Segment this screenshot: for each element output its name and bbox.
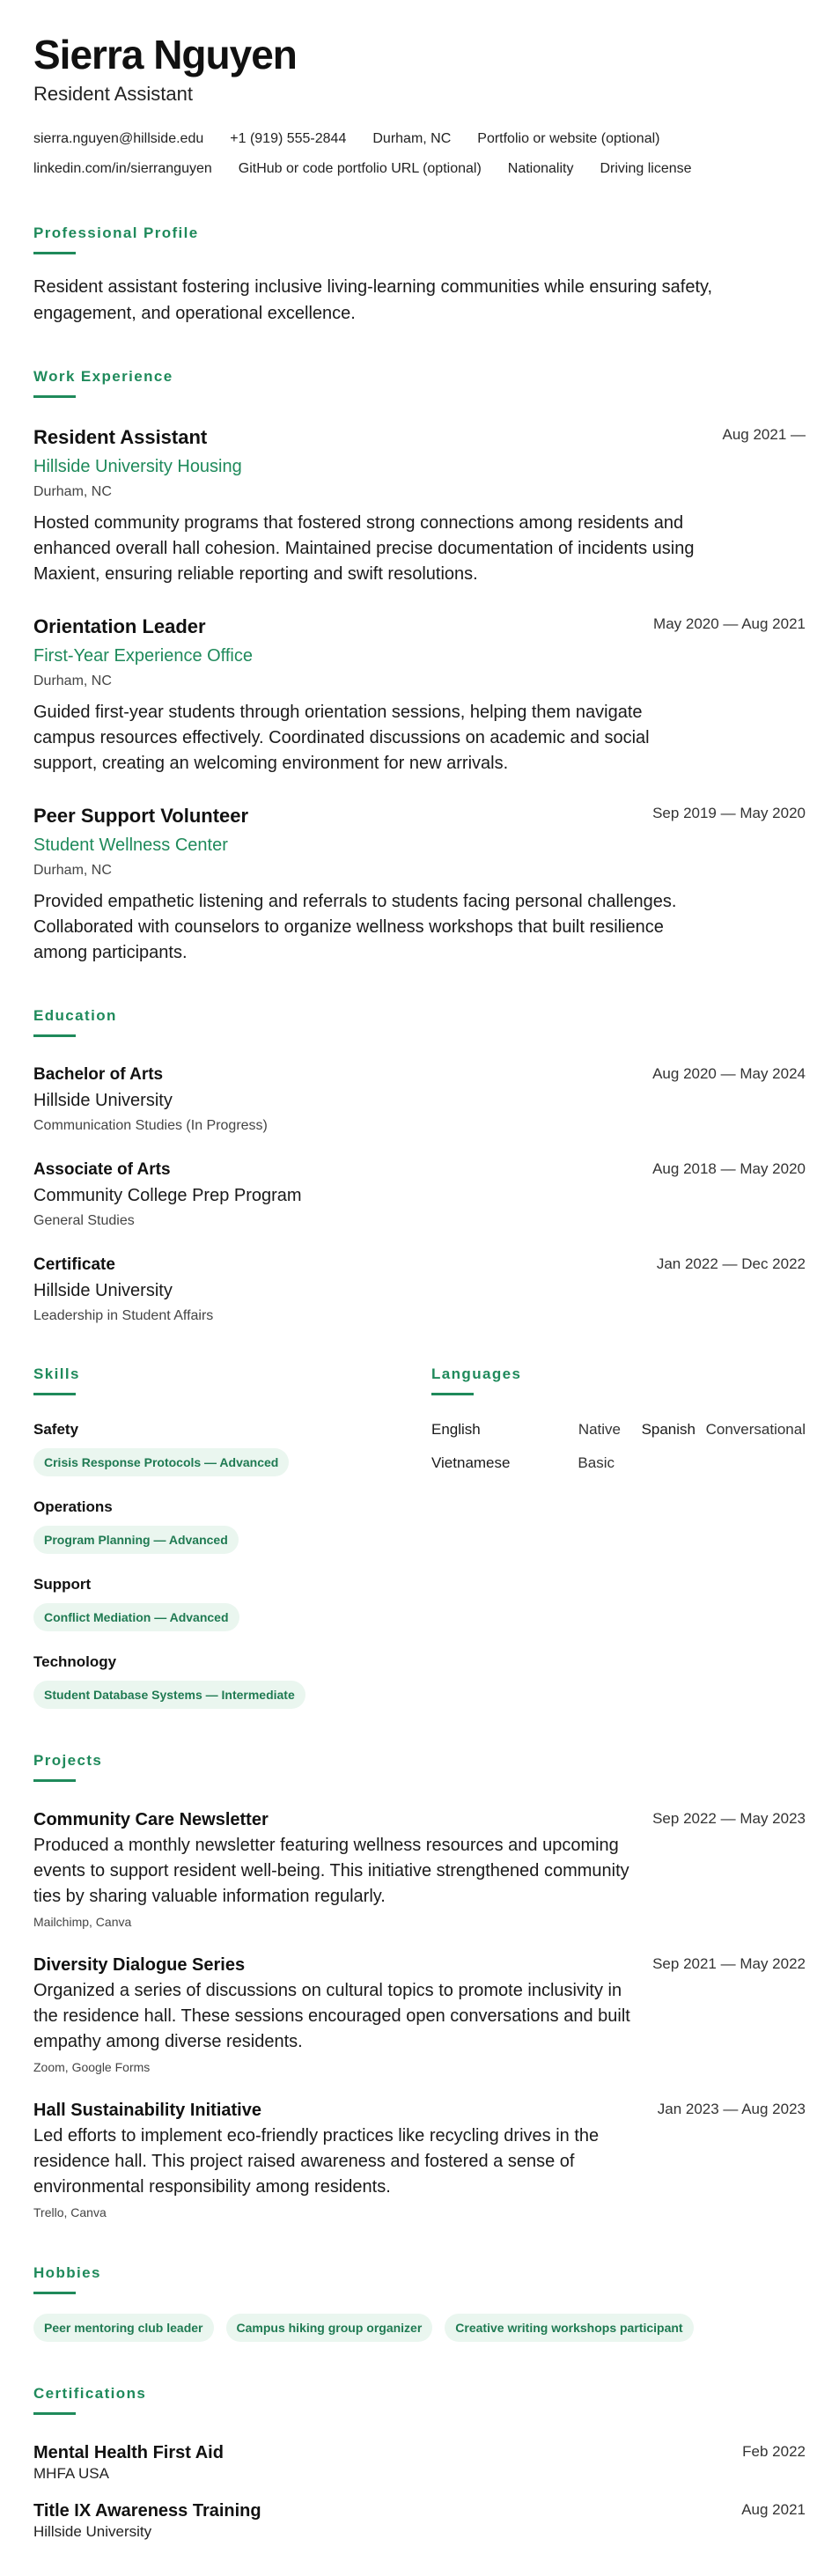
contact-row-2	[33, 160, 806, 178]
skill-chip: Program Planning — Advanced	[33, 1526, 239, 1554]
job-dates: Aug 2021 —	[722, 426, 806, 443]
language-name: Vietnamese	[431, 1454, 511, 1471]
certification-date: Feb 2022	[742, 2443, 806, 2460]
job-title: Peer Support Volunteer	[33, 805, 249, 827]
language-row	[431, 1420, 806, 1439]
education-dates: Jan 2022 — Dec 2022	[656, 1255, 806, 1272]
section-divider	[33, 2412, 76, 2415]
school: Hillside University	[33, 1281, 173, 1300]
section-heading: Certifications	[33, 2385, 147, 2402]
job-location: Durham, NC	[33, 863, 112, 878]
education-entry	[33, 1254, 806, 1326]
section-divider	[33, 395, 76, 398]
section-heading: Projects	[33, 1752, 103, 1769]
contact-location: Durham, NC	[372, 131, 452, 146]
section-divider	[33, 1393, 76, 1395]
project-entry	[33, 1808, 806, 1931]
language-row	[431, 1454, 806, 1473]
certification-date: Aug 2021	[741, 2501, 806, 2518]
job-entry	[33, 803, 806, 966]
skill-category: Support	[33, 1576, 92, 1593]
section-heading: Languages	[431, 1365, 522, 1382]
section-divider	[431, 1393, 474, 1395]
section-heading: Professional Profile	[33, 224, 199, 241]
project-tools: Mailchimp, Canva	[33, 1915, 132, 1929]
project-description: Produced a monthly newsletter featuring wellness resources and upcoming events to support resident well-being. This initiative strengthened community ties by sharing valuable information regularly.	[33, 1836, 629, 1906]
job-description: Guided first-year students through orientation sessions, helping them navigate campus resources effectively. Coordinated discussions on academic and social support, creating an welcoming environment for new arrivals.	[33, 703, 650, 773]
contact-phone[interactable]: +1 (919) 555-2844	[230, 131, 347, 146]
section-heading: Education	[33, 1007, 117, 1024]
job-location: Durham, NC	[33, 484, 112, 499]
profile-section	[33, 224, 806, 327]
degree: Bachelor of Arts	[33, 1065, 164, 1084]
skill-chip: Conflict Mediation — Advanced	[33, 1603, 239, 1631]
section-heading: Hobbies	[33, 2264, 101, 2281]
contact-nationality: Nationality	[507, 161, 574, 176]
project-entry	[33, 1954, 806, 2076]
degree: Associate of Arts	[33, 1160, 171, 1179]
skill-group	[33, 1652, 431, 1709]
project-description: Organized a series of discussions on cultural topics to promote inclusivity in the residence hall. These sessions encouraged open conversations and built empathy among diverse residents.	[33, 1981, 630, 2051]
hobby-chip: Creative writing workshops participant	[445, 2314, 693, 2342]
skills-languages-row	[33, 1365, 806, 1709]
projects-section	[33, 1751, 806, 2221]
hobby-chip: Campus hiking group organizer	[226, 2314, 433, 2342]
education-entry	[33, 1159, 806, 1231]
section-divider	[33, 1779, 76, 1782]
section-heading: Skills	[33, 1365, 80, 1382]
resume-header	[33, 30, 806, 178]
project-title: Community Care Newsletter	[33, 1810, 269, 1829]
certification-issuer: Hillside University	[33, 2523, 152, 2540]
project-tools: Trello, Canva	[33, 2205, 107, 2219]
field-of-study: Communication Studies (In Progress)	[33, 1118, 268, 1133]
job-organization: First-Year Experience Office	[33, 646, 253, 666]
project-dates: Sep 2022 — May 2023	[652, 1810, 806, 1827]
job-dates: Sep 2019 — May 2020	[652, 805, 806, 821]
education-section	[33, 1006, 806, 1326]
skills-section	[33, 1365, 431, 1709]
language-name: Spanish	[641, 1421, 695, 1438]
job-organization: Student Wellness Center	[33, 835, 228, 855]
education-dates: Aug 2018 — May 2020	[652, 1160, 806, 1177]
experience-section	[33, 367, 806, 966]
job-title: Orientation Leader	[33, 615, 206, 637]
degree: Certificate	[33, 1255, 115, 1274]
school: Hillside University	[33, 1091, 173, 1110]
contact-email[interactable]: sierra.nguyen@hillside.edu	[33, 131, 204, 146]
job-location: Durham, NC	[33, 673, 112, 688]
skill-group	[33, 1498, 431, 1554]
language-name: English	[431, 1421, 481, 1438]
contact-driving-license: Driving license	[600, 161, 692, 176]
job-entry	[33, 614, 806, 776]
skill-group	[33, 1420, 431, 1476]
skill-category: Technology	[33, 1653, 117, 1670]
section-heading: Work Experience	[33, 368, 173, 385]
certifications-section	[33, 2384, 806, 2542]
hobby-list	[33, 2314, 806, 2342]
field-of-study: Leadership in Student Affairs	[33, 1308, 214, 1323]
certification-name: Title IX Awareness Training	[33, 2501, 261, 2521]
language-level: Basic	[578, 1454, 615, 1471]
certification-entry	[33, 2499, 806, 2542]
job-organization: Hillside University Housing	[33, 457, 242, 476]
language-level: Native	[578, 1421, 621, 1438]
project-entry	[33, 2099, 806, 2221]
section-divider	[33, 252, 76, 254]
hobbies-section	[33, 2263, 806, 2342]
candidate-title: Resident Assistant	[33, 83, 193, 105]
certification-issuer: MHFA USA	[33, 2465, 109, 2482]
project-tools: Zoom, Google Forms	[33, 2060, 151, 2074]
project-description: Led efforts to implement eco-friendly practices like recycling drives in the residence hall. This project raised awareness and fostered a sense of environmental responsibility among residents.	[33, 2126, 600, 2197]
project-dates: Jan 2023 — Aug 2023	[657, 2101, 806, 2117]
job-description: Hosted community programs that fostered strong connections among residents and enhanced overall hall cohesion. Maintained precise documentation of incidents using Maxient, ensuring reliable reporting and swift resolutions.	[33, 513, 695, 584]
contact-github[interactable]: GitHub or code portfolio URL (optional)	[238, 161, 482, 176]
section-divider	[33, 2292, 76, 2294]
language-level: Conversational	[705, 1421, 806, 1438]
education-entry	[33, 1064, 806, 1136]
contact-linkedin[interactable]: linkedin.com/in/sierranguyen	[33, 161, 212, 176]
project-dates: Sep 2021 — May 2022	[652, 1955, 806, 1972]
job-dates: May 2020 — Aug 2021	[653, 615, 806, 632]
contact-portfolio[interactable]: Portfolio or website (optional)	[477, 131, 660, 146]
candidate-name: Sierra Nguyen	[33, 32, 297, 77]
hobby-chip: Peer mentoring club leader	[33, 2314, 214, 2342]
contact-row-1	[33, 130, 806, 148]
school: Community College Prep Program	[33, 1186, 302, 1205]
job-title: Resident Assistant	[33, 426, 208, 448]
job-entry	[33, 424, 806, 587]
profile-summary: Resident assistant fostering inclusive living-learning communities while ensuring safety, engagement, and operational excellence.	[33, 277, 713, 323]
field-of-study: General Studies	[33, 1213, 135, 1228]
skill-chip: Crisis Response Protocols — Advanced	[33, 1448, 289, 1476]
languages-section	[431, 1365, 806, 1709]
skill-category: Operations	[33, 1498, 113, 1515]
skill-chip: Student Database Systems — Intermediate	[33, 1681, 305, 1709]
skill-group	[33, 1575, 431, 1631]
project-title: Diversity Dialogue Series	[33, 1955, 246, 1975]
section-divider	[33, 1034, 76, 1037]
skill-category: Safety	[33, 1421, 79, 1438]
education-dates: Aug 2020 — May 2024	[652, 1065, 806, 1082]
certification-name: Mental Health First Aid	[33, 2443, 224, 2462]
job-description: Provided empathetic listening and referrals to students facing personal challenges. Collaborated with counselors to organize wellness workshops that built resilience among participants.	[33, 892, 677, 962]
certification-entry	[33, 2441, 806, 2484]
project-title: Hall Sustainability Initiative	[33, 2101, 261, 2120]
